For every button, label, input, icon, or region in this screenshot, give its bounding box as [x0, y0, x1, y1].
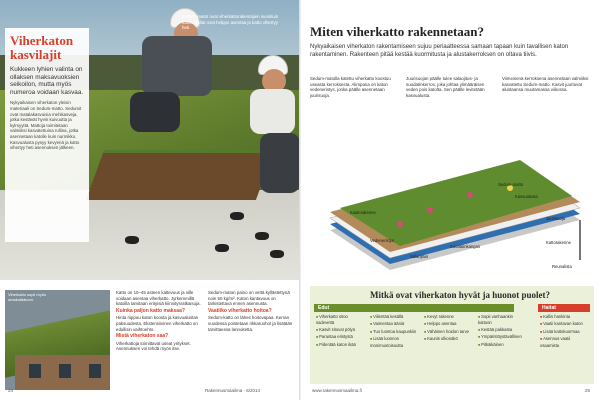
pro-item: ■ Vähäinen hoidon tarve — [424, 329, 472, 335]
label-sedum: Sedum-matto — [498, 182, 524, 187]
column-text: Sedum-maton paino on vettä kyllästettynä noin 50 kg/m². Katon kantavuus on tarkistettava ennen asennusta. — [208, 290, 290, 307]
pro-item: ■ Helppo asentaa — [424, 321, 472, 327]
label-drainage: Salaojitus — [410, 254, 429, 259]
flower — [397, 221, 403, 227]
subheading: Kuinka paljon katto maksaa? — [116, 307, 185, 314]
label-edge-trim: Reunalista — [552, 264, 572, 269]
column-text: Viherkattoja toimittavat useat yritykset. Asennuksen voi tehdä myös itse. — [116, 340, 191, 352]
con-item: ■ Kallis hankinta — [540, 314, 588, 320]
house-window — [89, 364, 101, 378]
intro-box — [5, 28, 89, 242]
flower — [467, 192, 473, 198]
page-title-left: Viherkaton kasvilajit — [10, 33, 74, 62]
photo-blob — [215, 244, 229, 252]
pros-list — [478, 314, 526, 349]
con-item: ■ Asennus vaatii osaamista — [540, 336, 588, 348]
pros-list — [424, 314, 472, 344]
label-substrate: Kasvualusta — [515, 194, 538, 199]
flower — [427, 207, 433, 213]
con-item: ■ Vaatii kantavan katon — [540, 321, 588, 327]
pro-item: ■ Parantaa eristystä — [316, 334, 364, 340]
photo-blob — [230, 212, 244, 220]
cons-list — [540, 314, 588, 349]
pro-item: ■ Sopii vanhaankin kattoon — [478, 314, 526, 326]
house-window — [59, 364, 71, 378]
footer-left: Rakennusmaailma · 6/2014 — [205, 388, 261, 393]
label-roof-structure: Kattorakenne — [546, 240, 571, 245]
pro-item: ■ Lisää luonnon monimuotoisuutta — [370, 336, 418, 348]
pros-list — [370, 314, 418, 349]
text-column: Viimeisenä kerroksena asennetaan valmiiksi kasvatettu Sedum-matto. Kasvit juurtuvat alustaansa muutamassa viikossa. — [502, 76, 589, 93]
page-number-left: 24 — [8, 388, 14, 393]
roof-layer-diagram — [310, 160, 595, 280]
lead-paragraph-right: Nykyaikaisen viherkaton rakentamiseen sujuu periaatteessa samaan tapaan kuin tavallisen katon rakentaminen. Rakenteen pitää kestää kuormitusta ja alustakerroksen on oltava tiivis. — [310, 44, 569, 58]
pro-item: ■ Kevyt rakenne — [424, 314, 472, 320]
text-column — [208, 290, 294, 332]
pro-item: ■ Pidentää katon ikää — [316, 342, 364, 348]
subheading: Mistä viherkaton saa? — [116, 333, 169, 340]
pro-item: ■ Kaunis ulkonäkö — [424, 336, 472, 342]
label-root-barrier: Juurisuoja — [546, 216, 566, 221]
pro-item: ■ Pitkäikäinen — [478, 342, 526, 348]
body-text-left: Nykyaikaisen viherkaton yleisin materiaali on Sedum-matto. Sedumit ovat matalakasvuisia mehikasveja, jotka kestävät hyvin kuivuutta ja kylmyyttä. Mattoja toimitetaan valmiiksi kasvatettuina rullina, jotka asennetaan katolle kuin nurmikko. Kasvualusta pysyy kevyenä ja katto vihertyy heti asennuksen jälkeen. — [10, 100, 82, 151]
photo-blob — [270, 250, 284, 258]
column-text: Katto on 10–45 asteen kaltevuus ja sille voidaan asentaa viherkatto. Jyrkemmillä katoilla tarvitaan erityisiä kiinnitysratkaisuja. — [116, 290, 201, 307]
photo-blob — [125, 236, 139, 244]
panel-title: Mitkä ovat viherkaton hyvät ja huonot puolet? — [370, 290, 551, 300]
label-edge-structure: Kaiderakenne — [350, 210, 376, 215]
house-window — [29, 364, 41, 378]
left-text-columns — [116, 290, 294, 380]
house-photo-caption: Viherkatto sopii myös omakotitaloon. — [8, 292, 46, 302]
text-column: Sedum-matolla katettu viherkatto koostuu useasta kerroksesta. Alimpana on katon vedeneristys, jonka päälle asennetaan juurisuoja. — [310, 76, 391, 98]
pro-item: ■ Viherkatto sitoo sadevettä — [316, 314, 364, 326]
photo-blob — [255, 232, 269, 240]
text-column: Juurisuojan päälle tulee salaojitus- ja suodatinkerros, joka johtaa ylimääräisen veden pois katolta. Sen päälle levitetään kasvualusta. — [406, 76, 485, 98]
cons-header: Haitat — [538, 304, 590, 312]
pro-item: ■ Vaimentaa ääniä — [370, 321, 418, 327]
page-gutter — [299, 0, 301, 400]
pros-list — [316, 314, 364, 349]
footer-right: www.rakennusmaailma.fi — [312, 388, 362, 393]
con-item: ■ Lisää kattokuormaa — [540, 329, 588, 335]
pro-item: ■ Viilentää kesällä — [370, 314, 418, 320]
label-waterproofing: Vedeneristys — [370, 238, 394, 243]
house-photo — [5, 290, 110, 390]
pros-header: Edut — [314, 304, 514, 312]
column-text: Hinta riippuu katon koosta ja kasvualustan paksuudesta. Ekstensiivinen viherkatto on edullisin vaihtoehto. — [116, 315, 199, 332]
subheading: Vaatiiko viherkatto hoitoa? — [208, 307, 272, 314]
pro-item: ■ Kestää pakkasta — [478, 327, 526, 333]
pro-item: ■ Tuo luontoa kaupunkiin — [370, 329, 418, 335]
page-number-right: 25 — [585, 388, 591, 393]
pro-item: ■ Kasvit sitovat pölyä — [316, 327, 364, 333]
photo-caption: Sedum-matot ovat viherkattorakentajien suosituin tuote. Rullat ovat helppo asentaa ja katto vihertyy heti. — [182, 14, 279, 31]
pros-cons-panel — [310, 286, 594, 384]
photo-sedum-mat — [86, 150, 274, 200]
page-title-right: Miten viherkatto rakennetaan? — [310, 24, 485, 39]
label-filter: Suodatinkangas — [450, 244, 481, 249]
lead-paragraph-left: Kukkeen lyhien valinta on ollaksen maksavuoksien seikoilon, mutta myös numeroa voidaan kasvaa. — [10, 66, 84, 96]
text-column — [116, 290, 202, 352]
pro-item: ■ Ympäristöystävällinen — [478, 334, 526, 340]
column-text: Sedum-katto on lähes hoitovapaa. Kerran vuodessa poistetaan rikkaruohot ja lisätään tarvittaessa lannoitetta. — [208, 315, 293, 332]
